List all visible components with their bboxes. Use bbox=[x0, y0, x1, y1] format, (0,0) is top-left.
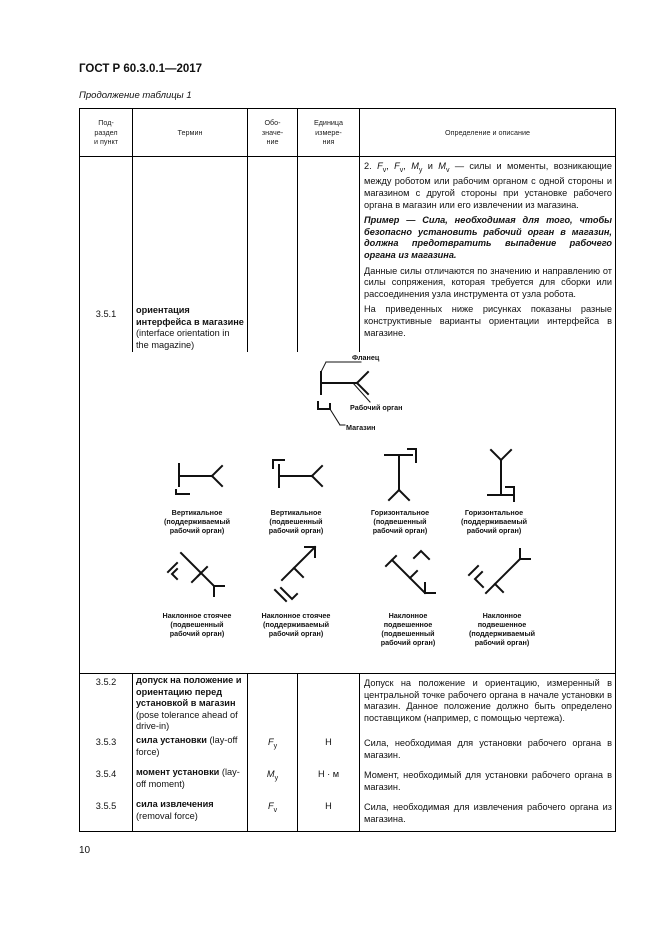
label-flange: Фланец bbox=[352, 353, 380, 363]
col-header-symbol: Обо- значе- ние bbox=[248, 109, 298, 157]
document-code: ГОСТ Р 60.3.0.1—2017 bbox=[79, 63, 203, 75]
caption-inclined-standing-supported-2: (поддерживаемый bbox=[262, 620, 330, 630]
caption-horizontal-suspended-2: (подвешенный bbox=[373, 517, 427, 527]
caption-inclined-standing-suspended-2: (подвешенный bbox=[170, 620, 224, 630]
definition-text: На приведенных ниже рисунках показаны разные конструктивные варианты ориентации интерфейса в магазине. bbox=[364, 304, 612, 338]
caption-inclined-hanging-supported-1: Наклонное bbox=[482, 611, 522, 621]
vertical-supported-icon bbox=[176, 464, 222, 494]
col-header-section: Под- раздел и пункт bbox=[80, 109, 133, 157]
inclined-hanging-supported-icon bbox=[469, 549, 530, 593]
col-header-unit: Единица измере- ния bbox=[298, 109, 360, 157]
inclined-standing-suspended-icon bbox=[168, 553, 224, 596]
unit-cell: Н bbox=[298, 798, 360, 831]
caption-inclined-standing-supported-3: рабочий орган) bbox=[268, 629, 324, 639]
table-row bbox=[80, 766, 616, 798]
symbol-cell: $M_y$ bbox=[248, 766, 298, 798]
definition-cell: Сила, необходимая для установки рабочего органа в магазин. bbox=[360, 734, 616, 766]
symbol-cell: $F_y$ bbox=[248, 734, 298, 766]
caption-inclined-hanging-suspended-3: (подвешенный bbox=[381, 629, 435, 639]
table-header-row bbox=[80, 109, 616, 157]
row-number: 3.5.2 bbox=[80, 673, 133, 733]
caption-horizontal-supported-2: (поддерживаемый bbox=[460, 517, 528, 527]
caption-inclined-hanging-supported-4: рабочий орган) bbox=[474, 638, 530, 648]
inclined-hanging-suspended-icon bbox=[386, 551, 435, 593]
caption-vertical-supported-3: рабочий орган) bbox=[169, 526, 225, 536]
caption-inclined-hanging-supported-3: (поддерживаемый bbox=[468, 629, 536, 639]
definition-cell: Момент, необходимый для установки рабочего органа в магазин. bbox=[360, 766, 616, 798]
orientation-figure bbox=[80, 352, 614, 669]
figure-cell bbox=[80, 352, 616, 673]
table-row bbox=[80, 157, 616, 353]
term-cell: момент установки (lay-off moment) bbox=[133, 766, 248, 798]
caption-inclined-standing-suspended-3: рабочий орган) bbox=[169, 629, 225, 639]
symbol-cell bbox=[248, 673, 298, 733]
example-paragraph: Пример — Сила, необходимая для того, чтобы безопасно установить рабочий орган в магазин, должна предотвратить выпадение рабочего органа из магазина. bbox=[364, 215, 612, 260]
unit-cell: Н bbox=[298, 734, 360, 766]
caption-inclined-hanging-suspended-4: рабочий орган) bbox=[380, 638, 436, 648]
caption-vertical-supported-1: Вертикальное bbox=[171, 508, 223, 518]
definition-cell bbox=[360, 157, 616, 353]
col-header-term: Термин bbox=[133, 109, 248, 157]
label-tool: Рабочий орган bbox=[350, 403, 403, 413]
inclined-standing-supported-icon bbox=[275, 547, 315, 601]
label-magazine: Магазин bbox=[346, 423, 376, 433]
note-paragraph: Данные силы отличаются по значению и направлению от силы сопряжения, которая требуется для сборки или рассоединения узла инструмента от узла робота. bbox=[364, 265, 612, 299]
caption-inclined-hanging-suspended-1: Наклонное bbox=[388, 611, 428, 621]
term-cell: сила извлечения (removal force) bbox=[133, 798, 248, 831]
definition-cell: Допуск на положение и ориентацию, измеренный в центральной точке рабочего органа в начале установки в магазин. Данное положение должно быть определено поставщиком (например, с помощью чертежа). bbox=[360, 673, 616, 733]
horizontal-suspended-icon bbox=[385, 449, 416, 500]
caption-inclined-standing-suspended-1: Наклонное стоячее bbox=[162, 611, 232, 621]
term-cell: допуск на положение и ориентацию перед установкой в магазин (pose tolerance ahead of drive-in) bbox=[133, 673, 248, 733]
caption-vertical-suspended-2: (подвешенный bbox=[269, 517, 323, 527]
caption-inclined-hanging-supported-2: подвешенное bbox=[477, 620, 527, 630]
symbol-cell: $F_v$ bbox=[248, 798, 298, 831]
table-caption: Продолжение таблицы 1 bbox=[79, 90, 192, 101]
term-cell: ориентация интерфейса в магазине (interface orientation in the magazine) bbox=[133, 157, 248, 353]
row1-labels bbox=[164, 508, 527, 535]
unit-cell: Н · м bbox=[298, 766, 360, 798]
unit-cell bbox=[298, 673, 360, 733]
row-number: 3.5.4 bbox=[80, 766, 133, 798]
forces-paragraph: 2. $F_v$, $F_v$, $M_y$ и $M_v$ — силы и моменты, возникающие между роботом или рабочим органом с одной стороны и магазином с другой стороны при установке рабочего органа в магазин или его извлечении из магазина. bbox=[364, 161, 612, 210]
main-diagram bbox=[318, 362, 370, 425]
caption-horizontal-supported-1: Горизонтальное bbox=[464, 508, 524, 518]
caption-vertical-supported-2: (поддерживаемый bbox=[163, 517, 231, 527]
unit-cell bbox=[298, 157, 360, 353]
terms-table bbox=[79, 108, 616, 832]
table-row bbox=[80, 673, 616, 733]
figure-row bbox=[80, 352, 616, 673]
page-number: 10 bbox=[79, 845, 91, 856]
definition-cell: Сила, необходимая для извлечения рабочего органа из магазина. bbox=[360, 798, 616, 831]
symbol-cell bbox=[248, 157, 298, 353]
row-number: 3.5.3 bbox=[80, 734, 133, 766]
caption-horizontal-suspended-1: Горизонтальное bbox=[370, 508, 430, 518]
col-header-definition: Определение и описание bbox=[360, 109, 616, 157]
row2-labels bbox=[163, 611, 535, 647]
table-row bbox=[80, 734, 616, 766]
vertical-suspended-icon bbox=[273, 460, 322, 487]
caption-horizontal-supported-3: рабочий орган) bbox=[466, 526, 522, 536]
caption-inclined-hanging-suspended-2: подвешенное bbox=[383, 620, 433, 630]
table-row bbox=[80, 798, 616, 831]
horizontal-supported-icon bbox=[488, 450, 514, 501]
caption-horizontal-suspended-3: рабочий орган) bbox=[372, 526, 428, 536]
row-number: 3.5.1 bbox=[80, 157, 133, 353]
caption-vertical-suspended-3: рабочий орган) bbox=[268, 526, 324, 536]
caption-inclined-standing-supported-1: Наклонное стоячее bbox=[261, 611, 331, 621]
row-number: 3.5.5 bbox=[80, 798, 133, 831]
term-cell: сила установки (lay-off force) bbox=[133, 734, 248, 766]
caption-vertical-suspended-1: Вертикальное bbox=[270, 508, 322, 518]
